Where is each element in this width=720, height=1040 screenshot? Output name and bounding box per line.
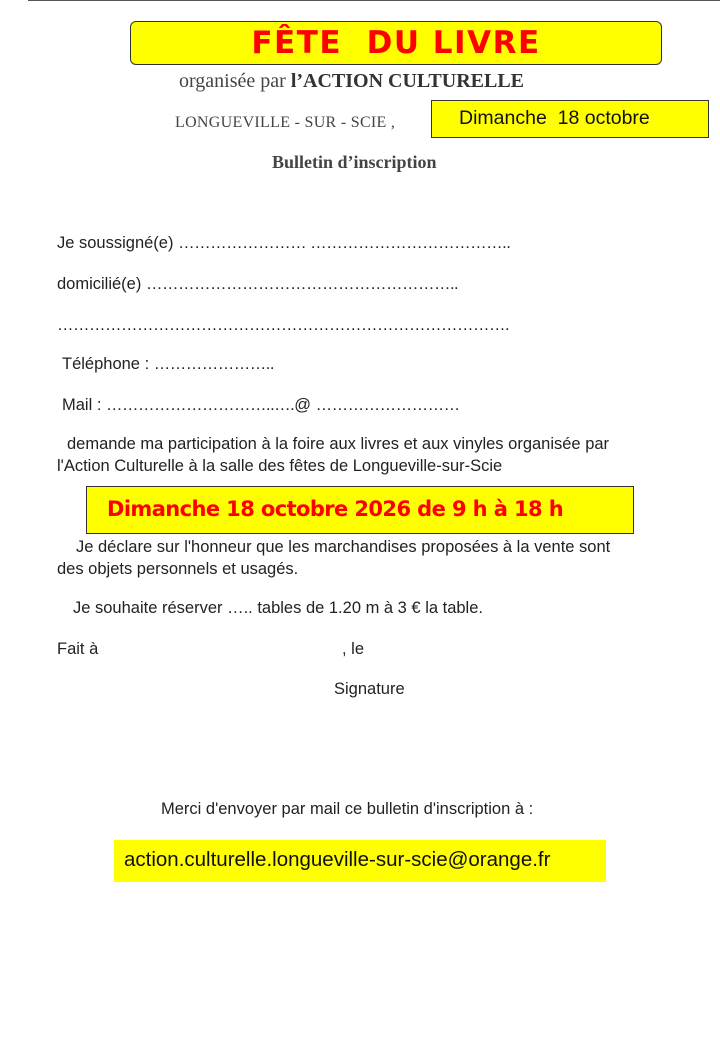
mail-field-domain[interactable]: ……………………… [315,396,460,414]
request-line-2: l'Action Culturelle à la salle des fêtes de Longueville-sur-Scie [57,457,503,475]
city-label: LONGUEVILLE - SUR - SCIE , [175,114,396,131]
page-title: FÊTE DU LIVRE [251,25,541,61]
organised-by-prefix: organisée par [179,70,291,92]
top-rule [28,0,720,1]
mail-label: Mail : [62,396,102,414]
organiser-name: l’ACTION CULTURELLE [290,70,525,92]
signature-label: Signature [334,680,405,698]
signed-label: Je soussigné(e) [57,234,174,252]
domicile-row [57,275,458,294]
reserve-line: Je souhaite réserver ….. tables de 1.20 m à 3 € la table. [73,599,483,617]
title-banner [130,21,662,65]
request-line-1: demande ma participation à la foire aux livres et aux vinyles organisée par [67,435,610,453]
signed-row [57,234,510,253]
phone-label: Téléphone : [62,355,150,373]
phone-row [62,355,274,374]
event-date-banner: Dimanche 18 octobre 2026 de 9 h à 18 h [86,486,634,534]
domicile-label: domicilié(e) [57,275,142,293]
address-field[interactable]: …………………………………………………………………………. [57,316,510,334]
mail-field-user[interactable]: …………………………..…. [106,396,295,414]
mail-row [62,396,460,415]
domicile-field[interactable]: ………………………………………………….. [145,275,459,293]
date-label: , le [342,640,365,658]
date-badge: Dimanche 18 octobre [431,100,709,138]
form-title: Bulletin d’inscription [272,152,437,172]
contact-email[interactable]: action.culturelle.longueville-sur-scie@orange.fr [114,840,606,882]
send-instruction: Merci d'envoyer par mail ce bulletin d'inscription à : [161,800,534,818]
declare-line-1: Je déclare sur l'honneur que les marchandises proposées à la vente sont [76,538,611,556]
at-sign: @ [294,396,312,414]
declare-line-2: des objets personnels et usagés. [57,560,299,578]
organiser-line [179,70,524,93]
made-at-label: Fait à [57,640,99,658]
signed-field[interactable]: …………………… ……………………………….. [178,234,511,252]
phone-field[interactable]: ………………….. [153,355,274,373]
